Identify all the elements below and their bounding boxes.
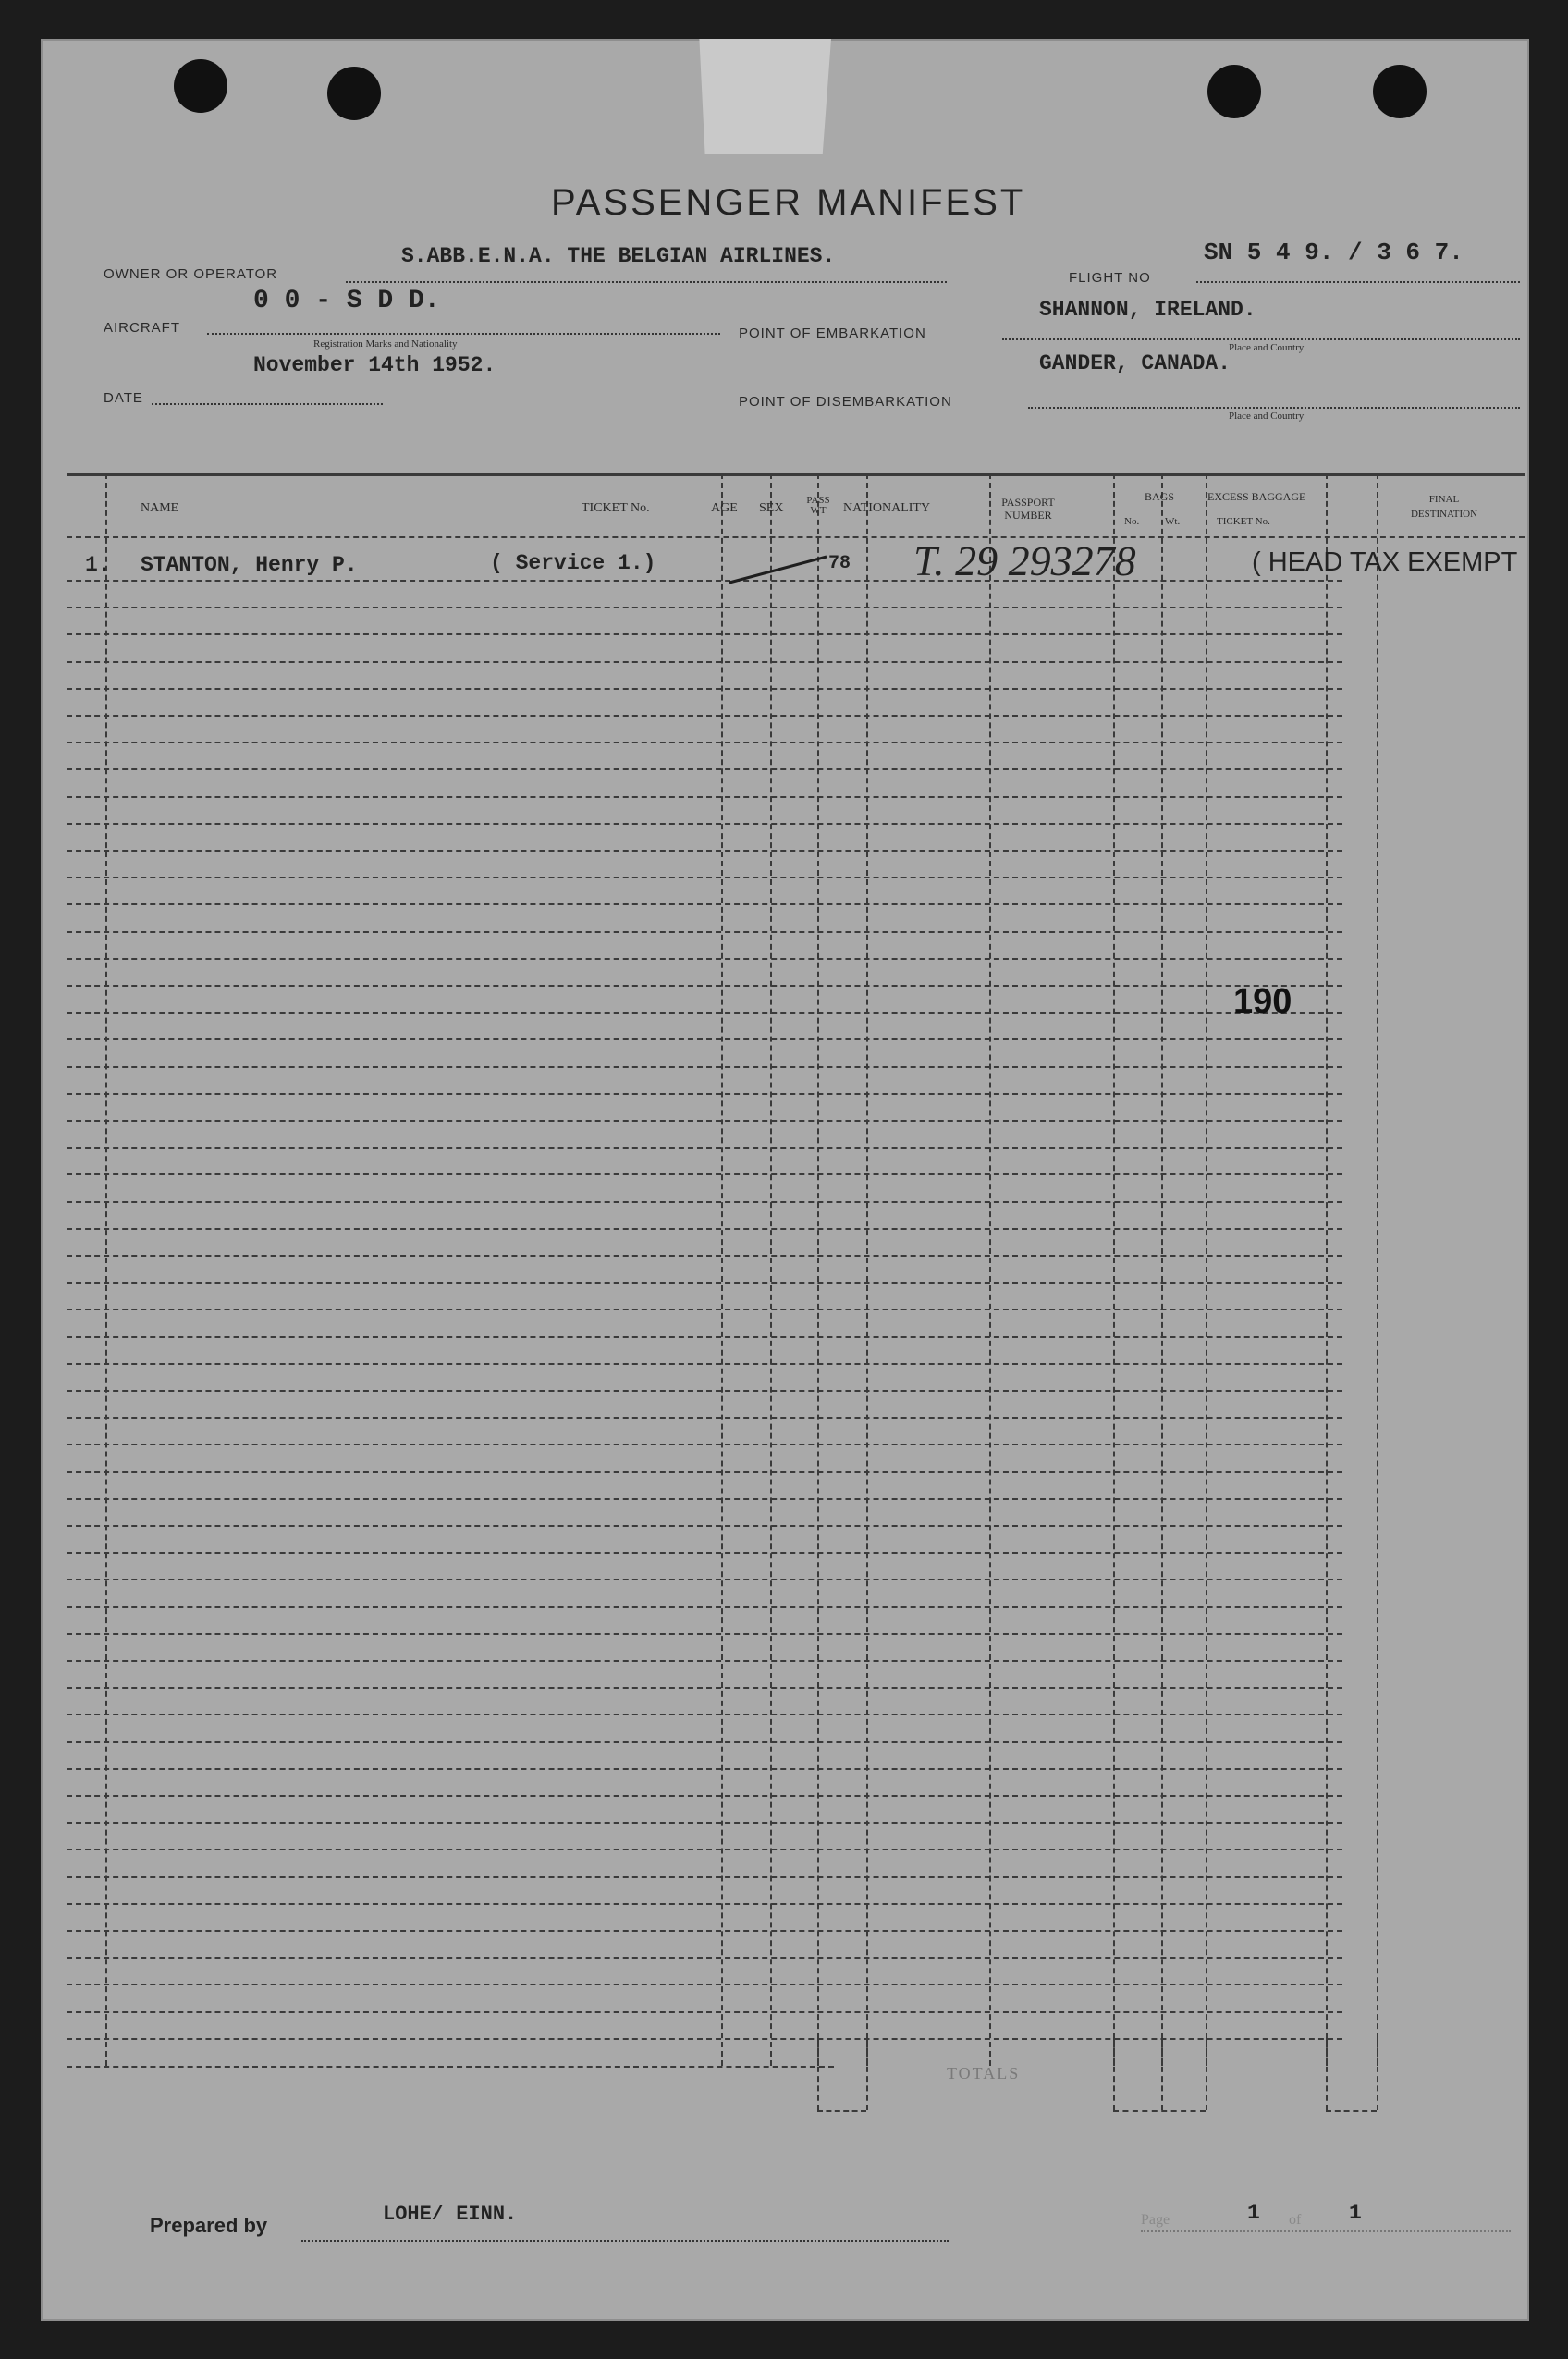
table-row-line xyxy=(67,850,1342,852)
page-number: 1 xyxy=(1247,2201,1260,2225)
table-row-line xyxy=(67,633,1342,635)
date-value: November 14th 1952. xyxy=(253,353,496,377)
table-header-divider xyxy=(67,536,1525,538)
row-1-passport: T. 29 293278 xyxy=(913,537,1136,584)
page-of-label: of xyxy=(1289,2212,1302,2228)
owner-label: OWNER OR OPERATOR xyxy=(104,266,278,282)
header-age: AGE xyxy=(711,501,738,515)
table-top-border xyxy=(67,473,1525,476)
embarkation-value: SHANNON, IRELAND. xyxy=(1039,298,1256,322)
table-column-line xyxy=(770,473,772,2066)
table-column-line xyxy=(1377,473,1378,2066)
table-row-line xyxy=(67,661,1342,663)
table-row-line xyxy=(67,607,1342,608)
totals-column-line xyxy=(1161,2038,1163,2110)
totals-label: TOTALS xyxy=(947,2064,1021,2083)
embarkation-line xyxy=(1002,338,1520,340)
header-name: NAME xyxy=(141,501,179,515)
table-column-line xyxy=(1326,473,1328,2066)
table-row-line xyxy=(67,985,1342,987)
table-row-line xyxy=(67,903,1342,905)
table-row-line xyxy=(67,1525,1342,1527)
totals-box-line xyxy=(1326,2110,1377,2112)
table-column-line xyxy=(105,473,107,2066)
table-row-line xyxy=(67,1498,1342,1500)
stamp-number: 190 xyxy=(1233,982,1292,1021)
totals-column-line xyxy=(866,2038,868,2110)
table-row-line xyxy=(67,1606,1342,1608)
page-total: 1 xyxy=(1349,2201,1362,2225)
embarkation-note: Place and Country xyxy=(1229,342,1305,353)
table-row-line xyxy=(67,715,1342,717)
table-row-line xyxy=(67,1336,1342,1338)
form-title: PASSENGER MANIFEST xyxy=(551,182,1026,223)
table-row-line xyxy=(67,1066,1342,1068)
prepared-by-line xyxy=(301,2240,949,2242)
header-excess: EXCESS BAGGAGE xyxy=(1207,490,1306,503)
flight-value: SN 5 4 9. / 3 6 7. xyxy=(1204,239,1464,266)
table-row-line xyxy=(67,1444,1342,1445)
table-row-line xyxy=(67,1228,1342,1230)
table-row-line xyxy=(67,1309,1342,1310)
table-row-line xyxy=(67,1633,1342,1635)
prepared-by-label: Prepared by xyxy=(150,2214,268,2237)
header-nationality: NATIONALITY xyxy=(843,501,931,515)
table-column-line xyxy=(989,473,991,2066)
table-row-line xyxy=(67,1768,1342,1770)
totals-column-line xyxy=(1206,2038,1207,2110)
table-row-line xyxy=(67,1957,1342,1959)
table-row-line xyxy=(67,1687,1342,1689)
disembarkation-label: POINT OF DISEMBARKATION xyxy=(739,394,952,410)
page-label: Page xyxy=(1141,2212,1170,2228)
table-row-line xyxy=(67,580,1342,582)
header-bags-no: No. xyxy=(1124,516,1140,527)
table-row-line xyxy=(67,1201,1342,1203)
owner-value: S.ABB.E.N.A. THE BELGIAN AIRLINES. xyxy=(401,244,836,268)
table-column-line xyxy=(866,473,868,2066)
totals-column-line xyxy=(1113,2038,1115,2110)
header-excess-ticket: TICKET No. xyxy=(1217,516,1270,527)
table-row-line xyxy=(67,1471,1342,1473)
flight-label: FLIGHT NO xyxy=(1069,270,1151,286)
row-1-name: STANTON, Henry P. xyxy=(141,553,358,577)
table-column-line xyxy=(1206,473,1207,2066)
table-row-line xyxy=(67,796,1342,798)
table-row-line xyxy=(67,1714,1342,1715)
table-row-line xyxy=(67,1741,1342,1743)
header-final-destination: FINAL DESTINATION xyxy=(1410,494,1478,520)
table-row-line xyxy=(67,1579,1342,1580)
disembarkation-note: Place and Country xyxy=(1229,411,1305,422)
row-1-ticket: ( Service 1.) xyxy=(490,551,656,575)
table-row-line xyxy=(67,1093,1342,1095)
prepared-by-value: LOHE/ EINN. xyxy=(383,2203,518,2226)
table-row-line xyxy=(67,1930,1342,1932)
date-label: DATE xyxy=(104,390,143,406)
embarkation-label: POINT OF EMBARKATION xyxy=(739,326,926,341)
table-row-line xyxy=(67,1660,1342,1662)
header-bags: BAGS xyxy=(1144,490,1174,503)
table-row-line xyxy=(67,1417,1342,1419)
aircraft-value: 0 0 - S D D. xyxy=(253,287,440,315)
header-sex: SEX xyxy=(759,501,784,515)
table-row-line xyxy=(67,1903,1342,1905)
disembarkation-value: GANDER, CANADA. xyxy=(1039,351,1231,375)
aircraft-label: AIRCRAFT xyxy=(104,320,180,336)
table-row-line xyxy=(67,742,1342,743)
table-row-line xyxy=(67,2011,1342,2013)
table-row-line xyxy=(67,768,1342,770)
table-row-line xyxy=(67,1038,1342,1040)
table-row-line xyxy=(67,688,1342,690)
table-row-line xyxy=(67,1282,1342,1284)
flight-line xyxy=(1196,281,1520,283)
table-row-line xyxy=(67,931,1342,933)
table-row-line xyxy=(67,2038,1342,2040)
disembarkation-line xyxy=(1028,407,1520,409)
paper-tab xyxy=(688,39,831,154)
punch-hole xyxy=(1373,65,1427,118)
table-column-line xyxy=(1161,473,1163,2066)
totals-column-line xyxy=(817,2038,819,2110)
header-bags-wt: Wt. xyxy=(1165,516,1181,527)
table-row-line xyxy=(67,1795,1342,1797)
row-1-remark: ( HEAD TAX EXEMPT xyxy=(1252,547,1518,577)
row-1-dash-mark xyxy=(725,546,836,592)
table-column-line xyxy=(817,473,819,2066)
row-1-number: 1. xyxy=(85,553,111,577)
table-row-line xyxy=(67,823,1342,825)
header-pass-wt: PASS WT xyxy=(806,495,830,516)
owner-line xyxy=(346,281,947,283)
table-column-line xyxy=(721,473,723,2066)
totals-column-line xyxy=(1326,2038,1328,2110)
table-row-line xyxy=(67,1012,1342,1014)
table-row-line xyxy=(67,1363,1342,1365)
table-row-line xyxy=(67,1390,1342,1392)
table-row-line xyxy=(67,1552,1342,1554)
date-line xyxy=(152,403,383,405)
totals-box-line xyxy=(1113,2110,1206,2112)
table-row-line xyxy=(67,1255,1342,1257)
table-row-line xyxy=(67,1822,1342,1824)
manifest-sheet xyxy=(41,39,1529,2321)
table-row-line xyxy=(67,1173,1342,1175)
table-row-line xyxy=(67,877,1342,878)
totals-column-line xyxy=(1377,2038,1378,2110)
table-column-line xyxy=(1113,473,1115,2066)
punch-hole xyxy=(327,67,381,120)
totals-box-line xyxy=(817,2110,866,2112)
table-row-line xyxy=(67,1849,1342,1850)
table-bottom-border xyxy=(67,2066,834,2068)
punch-hole xyxy=(174,59,227,113)
table-row-line xyxy=(67,958,1342,960)
punch-hole xyxy=(1207,65,1261,118)
table-row-line xyxy=(67,1147,1342,1149)
page-line xyxy=(1141,2230,1511,2232)
header-ticket: TICKET No. xyxy=(582,501,650,515)
row-1-pass-wt: 78 xyxy=(828,553,851,574)
registration-note: Registration Marks and Nationality xyxy=(313,338,458,350)
table-row-line xyxy=(67,1984,1342,1985)
aircraft-line xyxy=(207,333,720,335)
header-passport: PASSPORT NUMBER xyxy=(1001,496,1055,522)
table-row-line xyxy=(67,1876,1342,1878)
table-row-line xyxy=(67,1120,1342,1122)
